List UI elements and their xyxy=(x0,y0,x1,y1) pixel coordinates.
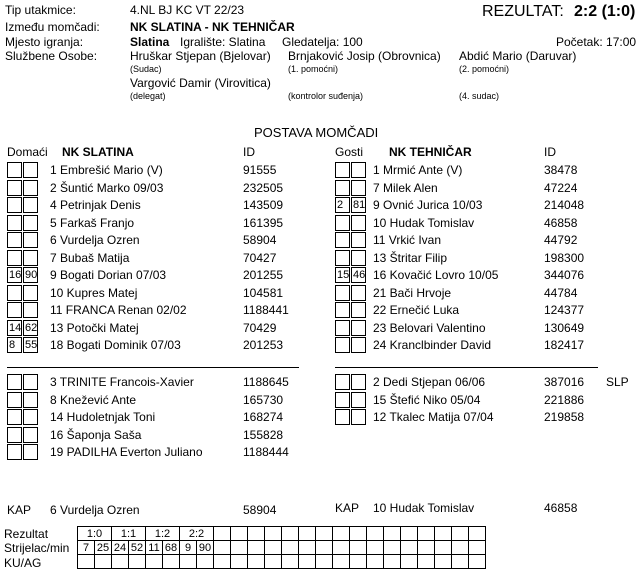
score-scorer-cell: 24 xyxy=(112,541,129,555)
tip-label: Tip utakmice: xyxy=(5,3,76,17)
match-teams: NK SLATINA - NK TEHNIČAR xyxy=(130,20,295,34)
player-name: 21 Bači Hrvoje xyxy=(373,285,452,300)
player-id: 221886 xyxy=(544,392,585,407)
score-label-strijelac: Strijelac/min xyxy=(4,541,70,555)
score-empty-cell xyxy=(384,527,401,541)
minute-box xyxy=(23,162,38,178)
minute-box xyxy=(7,285,22,301)
minute-box: 16 xyxy=(9,269,22,281)
official-role: (Sudac) xyxy=(130,64,162,74)
official-name: Brnjaković Josip (Obrovnica) xyxy=(288,49,441,63)
scoreboard-table xyxy=(77,526,486,569)
score-empty-cell xyxy=(248,555,265,569)
official-role: (kontrolor suđenja) xyxy=(288,91,364,101)
minute-box xyxy=(335,180,350,196)
player-name: 2 Dedi Stjepan 06/06 xyxy=(373,375,486,389)
minute-box xyxy=(23,374,38,390)
score-empty-cell xyxy=(384,541,401,555)
minute-box xyxy=(351,392,366,408)
score-empty-cell xyxy=(316,541,333,555)
player-note: SLP xyxy=(606,375,629,389)
score-empty-cell xyxy=(469,527,486,541)
score-empty-cell xyxy=(282,555,299,569)
score-kuag-cell xyxy=(112,555,129,569)
minute-box xyxy=(351,337,366,353)
official-name: Hruškar Stjepan (Bjelovar) xyxy=(130,49,271,63)
player-id: 38478 xyxy=(544,163,578,177)
score-empty-cell xyxy=(418,541,435,555)
player-name: 9 Bogati Dorian 07/03 xyxy=(50,268,167,282)
player-id: 182417 xyxy=(544,338,585,352)
rezultat-label: REZULTAT: xyxy=(482,3,564,20)
minute-box xyxy=(7,374,22,390)
minute-box xyxy=(351,409,366,425)
minute-box: 14 xyxy=(9,321,22,334)
score-empty-cell xyxy=(435,527,452,541)
player-name: 16 Kovačić Lovro 10/05 xyxy=(373,268,499,282)
minute-box xyxy=(7,232,22,248)
player-name: 13 Štritar Filip xyxy=(373,250,448,265)
official-name: Abdić Mario (Daruvar) xyxy=(459,49,577,63)
minute-box xyxy=(351,162,366,178)
player-id: 1188441 xyxy=(243,303,289,317)
player-name: 3 TRINITE Francois-Xavier xyxy=(50,375,194,389)
score-empty-cell xyxy=(214,541,231,555)
minute-box xyxy=(351,285,366,301)
player-name: 4 Petrinjak Denis xyxy=(50,198,141,212)
score-label-rezultat: Rezultat xyxy=(4,527,49,541)
player-id: 168274 xyxy=(243,410,284,424)
home-id-header: ID xyxy=(243,145,255,159)
minute-box: 62 xyxy=(25,321,38,334)
official-role: (2. pomoćni) xyxy=(459,64,510,74)
score-empty-cell xyxy=(231,527,248,541)
score-empty-cell xyxy=(384,555,401,569)
score-empty-cell xyxy=(282,541,299,555)
minute-box xyxy=(7,162,22,178)
player-name: 10 Kupres Matej xyxy=(50,285,138,300)
minute-box: 8 xyxy=(7,337,22,353)
score-empty-cell xyxy=(299,527,316,541)
minute-box xyxy=(351,374,366,390)
gledatelja: Gledatelja: 100 xyxy=(282,35,363,49)
player-name: 13 Potočki Matej xyxy=(50,320,139,335)
score-empty-cell xyxy=(333,555,350,569)
minute-box: 2 xyxy=(335,197,350,213)
minute-box xyxy=(351,250,366,266)
score-empty-cell xyxy=(265,555,282,569)
official-role: (4. sudac) xyxy=(459,91,500,101)
score-empty-cell xyxy=(299,555,316,569)
minute-box xyxy=(335,302,350,318)
divider xyxy=(7,367,299,368)
player-name: 24 Kranclbinder David xyxy=(373,338,492,352)
official-name: Vargović Damir (Virovitica) xyxy=(130,76,271,90)
score-empty-cell xyxy=(418,555,435,569)
minute-box xyxy=(7,180,22,196)
pocetak: Početak: 17:00 xyxy=(556,35,637,49)
score-empty-cell xyxy=(316,555,333,569)
score-label-kuag: KU/AG xyxy=(4,556,42,570)
official-role: (delegat) xyxy=(130,91,166,101)
mjesto-label: Mjesto igranja: xyxy=(5,35,84,49)
minute-box xyxy=(335,250,350,266)
minute-box xyxy=(23,232,38,248)
score-empty-cell xyxy=(231,555,248,569)
minute-box xyxy=(7,427,22,443)
minute-box: 81 xyxy=(353,199,366,211)
player-id: 91555 xyxy=(243,163,277,177)
player-id: 58904 xyxy=(243,233,277,247)
player-name: 11 FRANCA Renan 02/02 xyxy=(50,303,187,317)
player-id: 1188645 xyxy=(243,375,289,389)
score-empty-cell xyxy=(452,541,469,555)
sluzbene-label: Službene Osobe: xyxy=(5,49,98,63)
minute-box xyxy=(335,232,350,248)
minute-box: 15 xyxy=(337,269,350,281)
minute-box xyxy=(23,444,38,460)
player-name: 19 PADILHA Everton Juliano xyxy=(50,445,203,459)
player-id: 198300 xyxy=(544,250,585,265)
player-id: 155828 xyxy=(243,427,284,442)
score-empty-cell xyxy=(231,541,248,555)
score-empty-cell xyxy=(333,527,350,541)
minute-box xyxy=(7,444,22,460)
minute-box: 90 xyxy=(25,269,38,281)
player-name: 7 Milek Alen xyxy=(373,180,438,195)
score-empty-cell xyxy=(265,527,282,541)
minute-box xyxy=(7,392,22,408)
minute-box xyxy=(7,409,22,425)
tip-value: 4.NL BJ KC VT 22/23 xyxy=(130,3,245,17)
player-id: 70427 xyxy=(243,250,277,265)
minute-box: 55 xyxy=(25,339,38,351)
official-role: (1. pomoćni) xyxy=(288,64,339,74)
score-kuag-cell xyxy=(129,555,146,569)
player-id: 124377 xyxy=(544,303,585,317)
score-result-cell: 1:0 xyxy=(78,527,112,541)
minute-box xyxy=(23,427,38,443)
away-kap-id: 46858 xyxy=(544,501,578,515)
score-result-cell: 1:2 xyxy=(146,527,180,541)
score-empty-cell xyxy=(452,555,469,569)
score-empty-cell xyxy=(435,541,452,555)
score-scorer-cell: 11 xyxy=(146,541,163,555)
score-empty-cell xyxy=(333,541,350,555)
mjesto-value: Slatina xyxy=(130,35,170,49)
player-id: 44792 xyxy=(544,233,578,247)
score-scorer-cell: 52 xyxy=(129,541,146,555)
player-id: 165730 xyxy=(243,392,284,407)
score-kuag-cell xyxy=(180,555,197,569)
minute-box xyxy=(351,320,366,336)
player-id: 130649 xyxy=(544,320,585,335)
player-name: 7 Bubaš Matija xyxy=(50,250,130,265)
minute-box xyxy=(23,302,38,318)
igraliste: Igralište: Slatina xyxy=(180,35,266,49)
player-id: 214048 xyxy=(544,198,585,212)
minute-box xyxy=(23,180,38,196)
score-empty-cell xyxy=(248,541,265,555)
home-kap-player: 6 Vurdelja Ozren xyxy=(50,503,140,517)
score-result-cell: 2:2 xyxy=(180,527,214,541)
player-id: 47224 xyxy=(544,180,578,195)
score-empty-cell xyxy=(265,541,282,555)
score-empty-cell xyxy=(350,555,367,569)
score-empty-cell xyxy=(401,541,418,555)
minute-box xyxy=(335,392,350,408)
player-id: 70429 xyxy=(243,320,277,335)
minute-box xyxy=(23,197,38,213)
player-id: 104581 xyxy=(243,285,284,300)
minute-box xyxy=(23,409,38,425)
minute-box xyxy=(23,392,38,408)
player-id: 387016 xyxy=(544,375,585,389)
score-empty-cell xyxy=(367,541,384,555)
minute-box xyxy=(335,285,350,301)
player-name: 11 Vrkić Ivan xyxy=(373,233,442,247)
score-kuag-cell xyxy=(78,555,95,569)
player-name: 12 Tkalec Matija 07/04 xyxy=(373,410,494,424)
divider xyxy=(335,367,598,368)
score-empty-cell xyxy=(350,527,367,541)
player-name: 1 Mrmić Ante (V) xyxy=(373,163,463,177)
player-id: 143509 xyxy=(243,198,284,212)
score-empty-cell xyxy=(214,527,231,541)
player-name: 1 Embrešić Mario (V) xyxy=(50,163,163,177)
home-team-name: NK SLATINA xyxy=(62,145,134,159)
score-empty-cell xyxy=(452,527,469,541)
minute-box xyxy=(335,409,350,425)
postava-title: POSTAVA MOMČADI xyxy=(254,125,379,140)
score-kuag-cell xyxy=(146,555,163,569)
score-result-cell: 1:1 xyxy=(112,527,146,541)
player-name: 22 Ernečić Luka xyxy=(373,303,460,317)
player-id: 232505 xyxy=(243,180,284,195)
score-scorer-cell: 90 xyxy=(197,541,214,555)
minute-box xyxy=(7,302,22,318)
minute-box xyxy=(7,250,22,266)
score-empty-cell xyxy=(214,555,231,569)
player-name: 2 Šuntić Marko 09/03 xyxy=(50,180,164,195)
score-empty-cell xyxy=(435,555,452,569)
home-kap-label: KAP xyxy=(7,503,32,517)
score-empty-cell xyxy=(401,555,418,569)
player-id: 201255 xyxy=(243,268,284,282)
away-team-name: NK TEHNIČAR xyxy=(389,145,472,159)
player-id: 44784 xyxy=(544,285,578,300)
minute-box xyxy=(335,374,350,390)
izmedu-label: Između momčadi: xyxy=(5,20,100,34)
away-kap-label: KAP xyxy=(335,501,360,515)
score-scorer-cell: 9 xyxy=(180,541,197,555)
player-id: 201253 xyxy=(243,338,284,352)
player-id: 161395 xyxy=(243,215,284,230)
minute-box: 46 xyxy=(353,269,366,281)
score-kuag-cell xyxy=(197,555,214,569)
minute-box xyxy=(335,215,350,231)
minute-box xyxy=(335,337,350,353)
minute-box xyxy=(23,250,38,266)
score-kuag-cell xyxy=(163,555,180,569)
minute-box xyxy=(335,320,350,336)
score-empty-cell xyxy=(418,527,435,541)
score-kuag-cell xyxy=(95,555,112,569)
player-name: 16 Šaponja Saša xyxy=(50,427,142,442)
score-empty-cell xyxy=(367,555,384,569)
player-id: 1188444 xyxy=(243,445,289,459)
score-empty-cell xyxy=(367,527,384,541)
score-scorer-cell: 25 xyxy=(95,541,112,555)
minute-box xyxy=(7,215,22,231)
score-scorer-cell: 7 xyxy=(78,541,95,555)
player-name: 6 Vurdelja Ozren xyxy=(50,233,140,247)
player-name: 23 Belovari Valentino xyxy=(373,320,486,335)
minute-box xyxy=(351,180,366,196)
score-empty-cell xyxy=(299,541,316,555)
player-name: 9 Ovnić Jurica 10/03 xyxy=(373,198,483,212)
minute-box xyxy=(23,215,38,231)
away-side-label: Gosti xyxy=(335,145,364,159)
score-empty-cell xyxy=(401,527,418,541)
minute-box xyxy=(335,162,350,178)
score-empty-cell xyxy=(469,541,486,555)
minute-box xyxy=(351,215,366,231)
score-empty-cell xyxy=(248,527,265,541)
player-name: 18 Bogati Dominik 07/03 xyxy=(50,338,181,352)
player-name: 5 Farkaš Franjo xyxy=(50,215,135,230)
minute-box xyxy=(351,232,366,248)
score-empty-cell xyxy=(282,527,299,541)
player-name: 14 Hudoletnjak Toni xyxy=(50,410,156,424)
player-name: 15 Štefić Niko 05/04 xyxy=(373,392,481,407)
player-id: 219858 xyxy=(544,410,585,424)
minute-box xyxy=(7,197,22,213)
home-side-label: Domaći xyxy=(7,145,48,159)
player-name: 8 Knežević Ante xyxy=(50,392,137,407)
rezultat-value: 2:2 (1:0) xyxy=(574,3,636,20)
minute-box xyxy=(351,302,366,318)
home-kap-id: 58904 xyxy=(243,503,277,517)
score-scorer-cell: 68 xyxy=(163,541,180,555)
score-empty-cell xyxy=(316,527,333,541)
score-empty-cell xyxy=(350,541,367,555)
player-id: 46858 xyxy=(544,215,578,230)
away-id-header: ID xyxy=(544,145,556,159)
player-id: 344076 xyxy=(544,268,585,282)
player-name: 10 Hudak Tomislav xyxy=(373,215,475,230)
minute-box xyxy=(23,285,38,301)
score-empty-cell xyxy=(469,555,486,569)
away-kap-player: 10 Hudak Tomislav xyxy=(373,501,475,515)
